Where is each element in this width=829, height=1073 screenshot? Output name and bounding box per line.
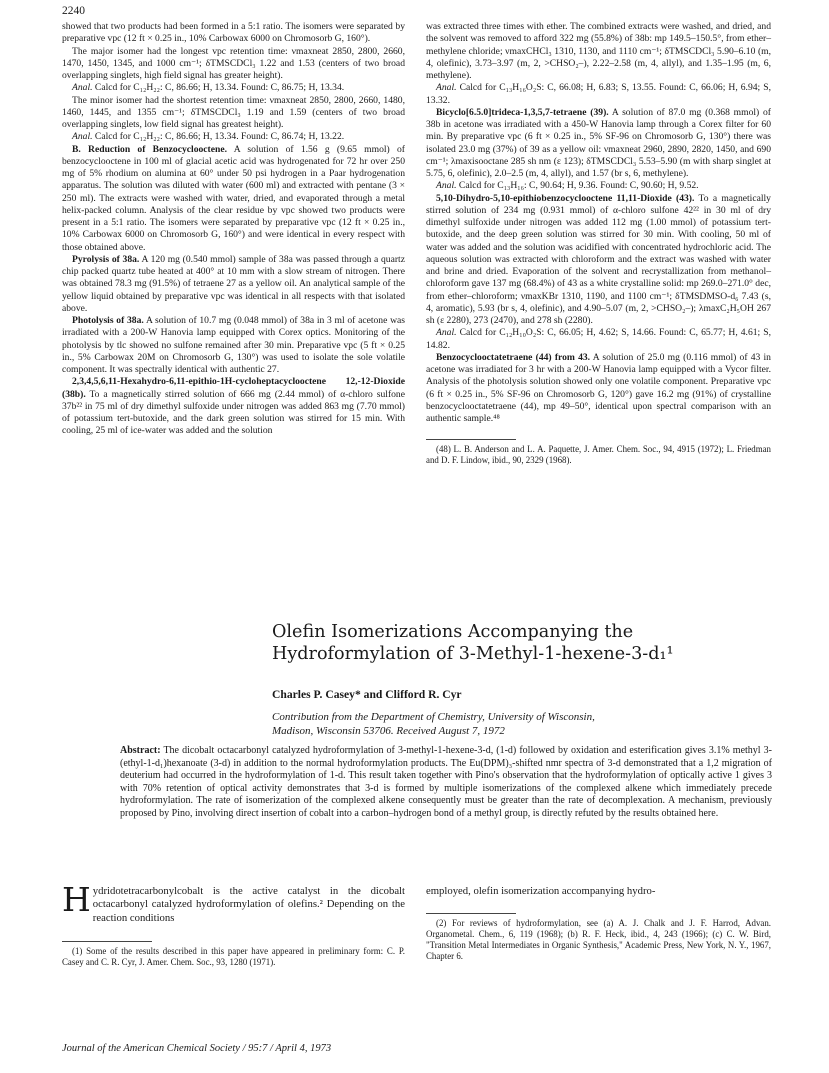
introduction — [62, 880, 405, 925]
paragraph-text: Calcd for C₁₃H₁₆O₂S: C, 66.08; H, 6.83; S, 13.55. Found: C, 66.06; H, 6.94; S, 13.32. — [426, 82, 771, 106]
left_column-paragraph — [62, 82, 405, 94]
paragraph-heading: Anal. — [436, 82, 457, 94]
paragraph-text: A 120 mg (0.540 mmol) sample of 38a was passed through a quartz chip packed quartz tube heated at 400° at 10 mm with a slow stream of nitrogen. There was obtained 78.3 mg (91.5%) of tetraene 27 as a yellow oil. An analytical sample of the yellow liquid obtained by preparative vpc was identical in all respects with that isolated above. — [62, 253, 405, 314]
paragraph-heading: B. Reduction of Benzocyclooctene. — [72, 143, 227, 155]
paragraph-heading: Benzocyclooctatetraene (44) from 43. — [436, 351, 591, 363]
paragraph-text: The major isomer had the longest vpc retention time: νmaxneat 2850, 2800, 2660, 1470, 1450, 1345, and 1000 cm⁻¹; δTMSCDCl₃ 1.22 and 1.53 (centers of two broad overlapping singlets, high field signal has greater height). — [62, 45, 405, 81]
footnote-48: (48) L. B. Anderson and L. A. Paquette, J. Amer. Chem. Soc., 94, 4915 (1972); L. Friedman and D. F. Lindow, ibid., 90, 2329 (1968). — [426, 444, 771, 466]
paragraph-heading: Anal. — [436, 327, 457, 339]
footnotes-right — [426, 908, 771, 962]
paragraph-text: Calcd for C₁₂H₁₀O₂S: C, 66.05; H, 4.62; S, 14.66. Found: C, 65.77; H, 4.61; S, 14.82. — [426, 327, 771, 351]
paragraph-text: The minor isomer had the shortest retention time: νmaxneat 2850, 2800, 2660, 1480, 1460, 1445, and 1355 cm⁻¹; δTMSCDCl₃ 1.19 and 1.59 (centers of two broad overlapping singlets, low field signal has greatest height). — [62, 94, 405, 130]
affiliation — [272, 710, 772, 738]
paragraph-text: A solution of 10.7 mg (0.048 mmol) of 38a in 3 ml of acetone was irradiated with a 200-W Hanovia lamp equipped with Corex optics. Monitoring of the photolysis by tlc showed no sulfone remained after 30 min. Preparative vpc (5 ft × 0.25 in., 5% Carbowax 20M on Chromosorb G, 130°) was used to isolate the sole volatile component. It was spectrally identical with authentic 27. — [62, 315, 405, 375]
footnote-rule — [62, 941, 152, 942]
drop-cap: H — [62, 880, 91, 919]
title-line-2: Hydroformylation of 3-Methyl-1-hexene-3-d₁¹ — [272, 643, 674, 664]
paragraph-text: To a magnetically stirred solution of 666 mg (2.44 mmol) of α-chloro sulfone 37b²² in 75 ml of dry dimethyl sulfoxide under nitrogen was added 863 mg (7.70 mmol) of potassium tert-butoxide, and the dark green solution was stirred for 15 min. With cooling, 25 ml of ice-water was added and the solution — [62, 388, 405, 437]
paragraph-heading: Anal. — [72, 82, 93, 94]
right_column-paragraph — [426, 82, 771, 107]
left-column — [62, 21, 405, 438]
left_column-paragraph — [62, 46, 405, 83]
footnote-rule — [426, 439, 516, 440]
left_column-paragraph — [62, 315, 405, 376]
affiliation-line-1: Contribution from the Department of Chemistry, University of Wisconsin, — [272, 711, 595, 723]
abstract-label: Abstract: — [120, 745, 161, 756]
left_column-paragraph — [62, 21, 405, 46]
footnote-rule — [426, 913, 516, 914]
paragraph-heading: Bicyclo[6.5.0]trideca-1,3,5,7-tetraene (39). — [436, 106, 609, 118]
paragraph-text: To a magnetically stirred solution of 234 mg (0.931 mmol) of α-chloro sulfone 42²² in 30 ml of dry dimethyl sulfoxide under nitrogen was added 112 mg (1.00 mmol) of potassium tert-butoxide, and the deep green solution was stirred for 30 min. With cooling, 50 ml of water was added and the solution was acidified with concentrated hydrochloric acid. The aqueous solution was extracted with chloroform and the extract was washed with water and brine and dried. Evaporation of the solvent and recrystallization from methanol–chloroform gave 137 mg (68.4%) of 43 as a white crystalline solid: mp 269.0–271.0° dec, from ether–chloroform; νmaxKBr 1310, 1190, and 1100 cm⁻¹; δTMSDMSO-d₆ 7.43 (s, 4, aromatic), 5.93 (br s, 4, olefinic), and 4.90–5.07 (m, 2, >CHSO₂–); λmaxC₂H₅OH 267 sh (ε 2280), 273 (2470), and 278 sh (2280). — [426, 192, 771, 326]
intro-text: ydridotetracarbonylcobalt is the active catalyst in the dicobalt octacarbonyl catalyzed hydroformylation of olefins.² Depending on the reaction conditions — [92, 885, 405, 924]
paragraph-heading: Anal. — [436, 180, 457, 192]
title-line-1: Olefin Isomerizations Accompanying the — [272, 622, 634, 642]
paragraph-heading: 2,3,4,5,6,11-Hexahydro-6,11-epithio-1H-cycloheptacyclooctene 12,-12-Dioxide (38b). — [62, 376, 405, 400]
paragraph-heading: 5,10-Dihydro-5,10-epithiobenzocyclooctene 11,11-Dioxide (43). — [436, 192, 695, 204]
affiliation-line-2: Madison, Wisconsin 53706. Received August 7, 1972 — [272, 725, 505, 737]
left_column-paragraph — [62, 131, 405, 143]
paragraph-text: Calcd for C₁₃H₁₆: C, 90.64; H, 9.36. Found: C, 90.60; H, 9.52. — [456, 180, 699, 192]
paragraph-text: A solution of 25.0 mg (0.116 mmol) of 43 in acetone was irradiated for 3 hr with a 200-W Hanovia lamp equipped with a Vycor filter. Analysis of the photolysis solution showed only one volatile component. Preparative vpc (6 ft × 0.25 in., 5% SF-96 on Chromosorb G, 120°) gave 16.2 mg (91%) of crystalline benzocyclooctatetraene (44), mp 49–50°, identical upon spectral comparison with an authentic sample.⁴⁸ — [426, 351, 771, 424]
page-number: 2240 — [62, 5, 85, 17]
left_column-paragraph — [62, 376, 405, 437]
right_column-paragraph — [426, 352, 771, 426]
paragraph-text: showed that two products had been formed in a 5:1 ratio. The isomers were separated by preparative vpc (12 ft × 0.25 in., 10% Carbowax 6000 on Chromosorb G, 160°). — [62, 21, 405, 45]
right_column-paragraph — [426, 193, 771, 328]
paragraph-heading: Pyrolysis of 38a. — [72, 253, 140, 265]
paragraph-text: was extracted three times with ether. The combined extracts were washed, and dried, and the solvent was removed to afford 322 mg (55.8%) of 38b: mp 149.5–150.5°, from ether–methylene chloride; νmaxCHCl₃ 1310, 1130, and 1110 cm⁻¹; δTMSCDCl₃ 5.90–6.10 (m, 4, olefinic), 3.73–3.97 (m, 2, >CHSO₂–), 2.22–2.58 (m, 4, allyl), and 1.35–1.95 (m, 6, methylene). — [426, 21, 771, 81]
right_column-paragraph — [426, 107, 771, 181]
paragraph-text: A solution of 1.56 g (9.65 mmol) of benzocyclooctene in 100 ml of glacial acetic acid was hydrogenated for 72 hr over 250 mg of 5% rhodium on alumina at 60° under 50 psi hydrogen in a Paar hydrogenation apparatus. The solution was diluted with water (600 ml) and extracted with pentane (3 × 250 ml). The extracts were washed with water, dried, and evaporated through a metal helix-packed column. Analysis of the clear residue by vpc showed two products were present in a 5:1 ratio. The isomers were separated by preparative vpc (12 ft × 0.25 in., 10% Carbowax 6000 on Chromosorb G, 160°) and were identical in every respect with those obtained above. — [62, 143, 405, 253]
abstract — [120, 745, 772, 821]
introduction-continued: employed, olefin isomerization accompanying hydro- — [426, 885, 656, 897]
left_column-paragraph — [62, 95, 405, 132]
paragraph-heading: Anal. — [72, 131, 93, 143]
paragraph-heading: Photolysis of 38a. — [72, 315, 144, 326]
paragraph-text: Calcd for C₁₂H₂₂: C, 86.66; H, 13.34. Found: C, 86.74; H, 13.22. — [92, 131, 345, 143]
article-title — [272, 622, 782, 665]
authors: Charles P. Casey* and Clifford R. Cyr — [272, 688, 462, 701]
right_column-paragraph — [426, 180, 771, 192]
footnote-2: (2) For reviews of hydroformylation, see (a) A. J. Chalk and J. F. Harrod, Advan. Organometal. Chem., 6, 119 (1968); (b) R. F. Heck, ibid., 4, 243 (1966); (c) C. W. Bird, "Transition Metal Intermediates in Organic Synthesis," Academic Press, New York, N. Y., 1967, Chapter 6. — [426, 918, 771, 961]
paragraph-text: Calcd for C₁₂H₂₂: C, 86.66; H, 13.34. Found: C, 86.75; H, 13.34. — [92, 82, 345, 94]
right_column-paragraph — [426, 327, 771, 352]
footnotes-left — [62, 936, 405, 968]
paragraph-text: A solution of 87.0 mg (0.368 mmol) of 38b in acetone was irradiated with a 450-W Hanovia lamp through a Corex filter for 60 min. By preparative vpc (6 ft × 0.25 in., 5% SF-96 on Chromosorb G, 130°) there was isolated 23.0 mg (37%) of 39 as a yellow oil: νmaxneat 2960, 2890, 2820, 1450, and 690 cm⁻¹; λmaxisooctane 285 sh nm (ε 123); δTMSCDCl₃ 5.53–5.90 (m with sharp singlet at 5.75, 6, olefinic), 2.0–2.5 (m, 4, allyl), and 1.57 (br s, 6, methylene). — [426, 106, 771, 179]
footnote-1: (1) Some of the results described in this paper have appeared in preliminary form: C. P. Casey and C. R. Cyr, J. Amer. Chem. Soc., 93, 1280 (1971). — [62, 946, 405, 967]
left_column-paragraph — [62, 144, 405, 254]
journal-footer: Journal of the American Chemical Society / 95:7 / April 4, 1973 — [62, 1043, 332, 1054]
right-column — [426, 21, 771, 466]
right_column-paragraph — [426, 21, 771, 82]
abstract-text: The dicobalt octacarbonyl catalyzed hydroformylation of 3-methyl-1-hexene-3-d, (1-d) followed by oxidation and esterification gives 3.1% methyl 3-(ethyl-1-d₁)hexanoate (3-d) in addition to the normal hydroformylation products. The Eu(DPM)₃-shifted nmr spectra of 3-d demonstrated that a 1,2 migration of deuterium had occurred in the hydroformylation of 1-d. This result taken together with Pino's observation that the hydroformylation of optically active 1 gives 3 with 70% retention of optical activity demonstrates that 3-d is formed by multiple isomerizations of the complexed alkene which immediately precede hydroformylation. The rate of isomerization of the complexed alkene consequently must be greater than the rate of decomplexation. A mechanism, previously proposed by Pino, involving direct insertion of cobalt into a carbon–hydrogen bond of a methyl group, is directly refuted by the results obtained here. — [120, 745, 772, 819]
left_column-paragraph — [62, 254, 405, 315]
